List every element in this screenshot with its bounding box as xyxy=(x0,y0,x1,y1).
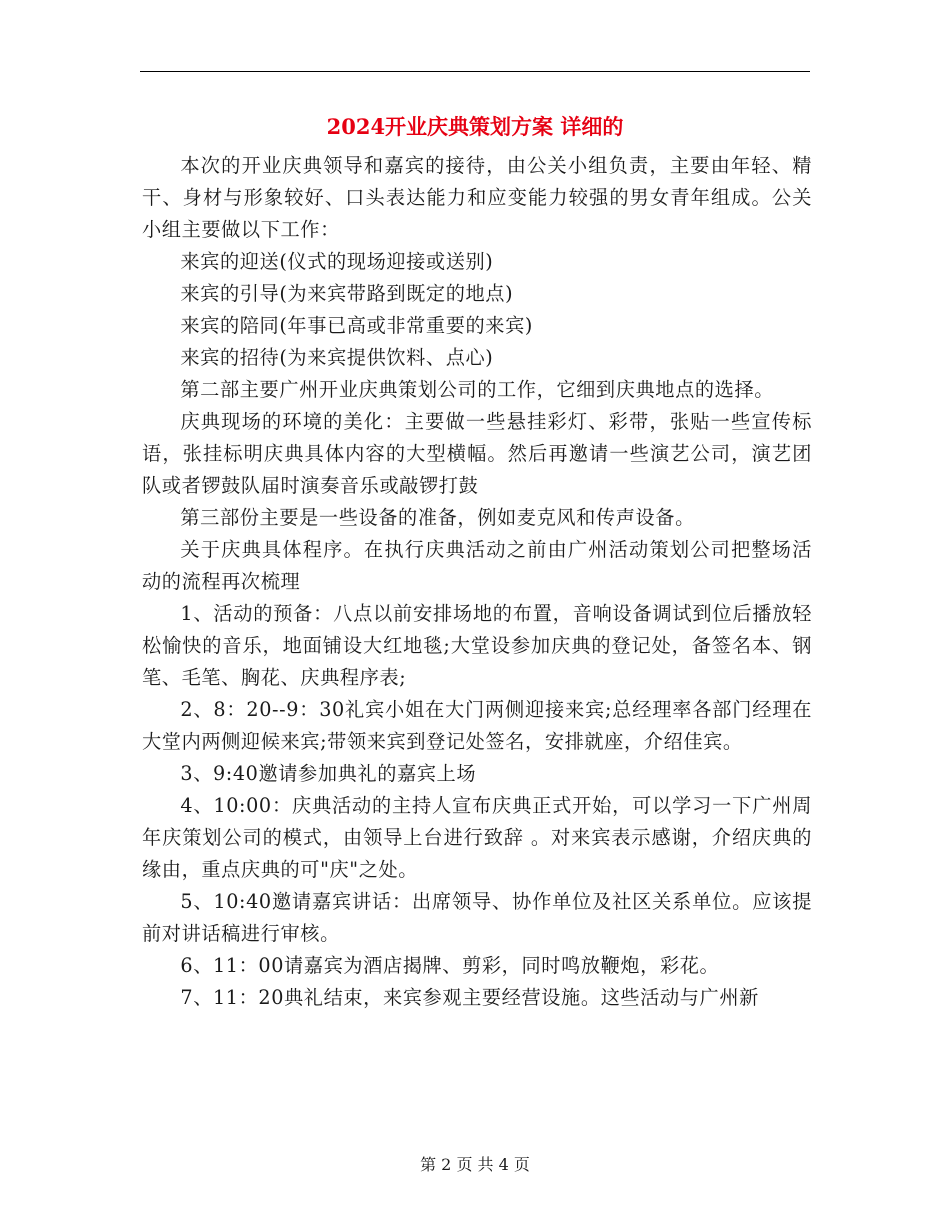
header-rule xyxy=(140,71,810,72)
paragraph: 来宾的陪同(年事已高或非常重要的来宾) xyxy=(180,314,533,337)
document-title: 2024开业庆典策划方案 详细的 xyxy=(326,114,624,139)
paragraph: 庆典现场的环境的美化：主要做一些悬挂彩灯、彩带，张贴一些宣传标语，张挂标明庆典具体内容的大型横幅。然后再邀请一些演艺公司，演艺团队或者锣鼓队届时演奏音乐或敲锣打鼓 xyxy=(142,410,812,497)
paragraph: 来宾的招待(为来宾提供饮料、点心) xyxy=(180,346,494,369)
paragraph: 4、10:00：庆典活动的主持人宣布庆典正式开始，可以学习一下广州周年庆策划公司的模式，由领导上台进行致辞 。对来宾表示感谢，介绍庆典的缘由，重点庆典的可"庆"之处。 xyxy=(142,794,812,881)
paragraph: 6、11：00请嘉宾为酒店揭牌、剪彩，同时鸣放鞭炮，彩花。 xyxy=(180,954,720,977)
paragraph: 本次的开业庆典领导和嘉宾的接待，由公关小组负责，主要由年轻、精干、身材与形象较好、口头表达能力和应变能力较强的男女青年组成。公关小组主要做以下工作： xyxy=(142,154,812,241)
document-body xyxy=(142,150,812,1014)
page-number: 第 2 页 共 4 页 xyxy=(420,1155,530,1174)
paragraph: 来宾的迎送(仪式的现场迎接或送别) xyxy=(180,250,494,273)
paragraph: 7、11：20典礼结束，来宾参观主要经营设施。这些活动与广州新 xyxy=(180,986,759,1009)
paragraph: 5、10:40邀请嘉宾讲话：出席领导、协作单位及社区关系单位。应该提前对讲话稿进行审核。 xyxy=(142,890,812,945)
paragraph: 第二部主要广州开业庆典策划公司的工作，它细到庆典地点的选择。 xyxy=(180,378,775,401)
paragraph: 关于庆典具体程序。在执行庆典活动之前由广州活动策划公司把整场活动的流程再次梳理 xyxy=(142,538,812,593)
paragraph: 1、活动的预备：八点以前安排场地的布置，音响设备调试到位后播放轻松愉快的音乐，地面铺设大红地毯;大堂设参加庆典的登记处，备签名本、钢笔、毛笔、胸花、庆典程序表; xyxy=(142,602,812,689)
paragraph: 2、8：20--9：30礼宾小姐在大门两侧迎接来宾;总经理率各部门经理在大堂内两侧迎候来宾;带领来宾到登记处签名，安排就座，介绍佳宾。 xyxy=(142,698,812,753)
paragraph: 来宾的引导(为来宾带路到既定的地点) xyxy=(180,282,514,305)
paragraph: 3、9:40邀请参加典礼的嘉宾上场 xyxy=(180,762,477,785)
paragraph: 第三部份主要是一些设备的准备，例如麦克风和传声设备。 xyxy=(180,506,695,529)
